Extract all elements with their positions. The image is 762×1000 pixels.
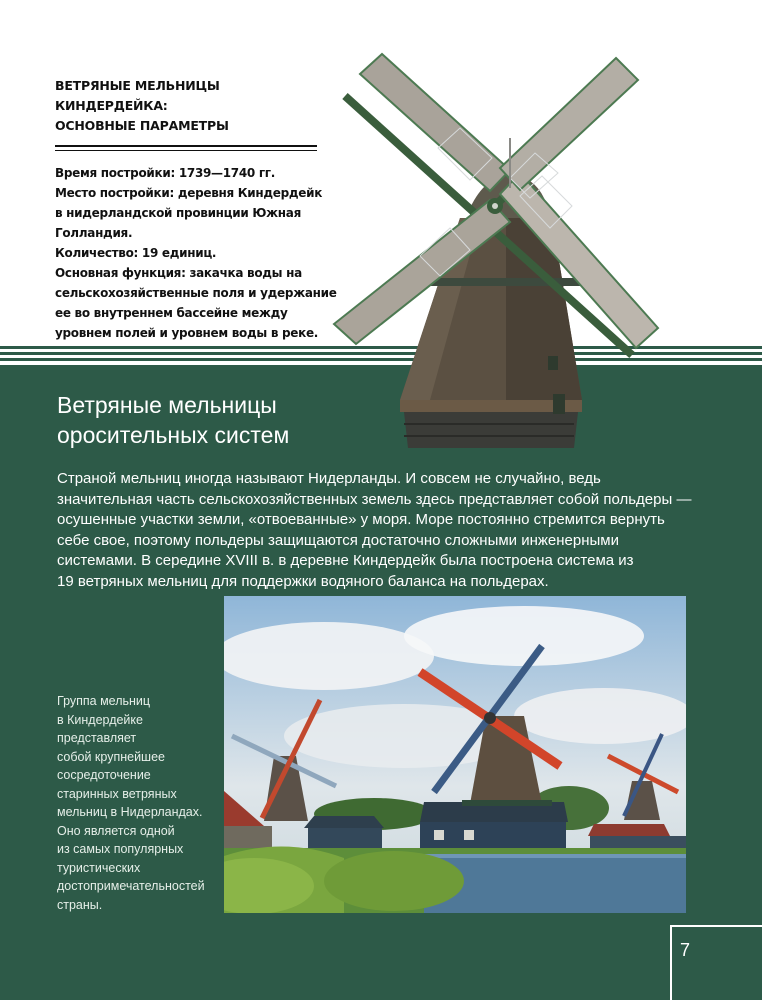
caption-line: собой крупнейшее	[57, 749, 165, 764]
parameters-line: ее во внутреннем бассейне между	[55, 306, 288, 320]
parameters-line: Время постройки: 1739—1740 гг.	[55, 166, 276, 180]
caption-line: представляет	[57, 731, 137, 745]
section-heading	[57, 390, 289, 450]
caption-line: достопримечательностей	[57, 879, 205, 893]
page-number-box	[670, 925, 762, 1000]
caption-line: старинных ветряных	[57, 786, 177, 801]
page-number: 7	[680, 940, 691, 960]
title-rule	[55, 145, 317, 147]
caption-line: мельниц в Нидерландах.	[57, 805, 203, 819]
caption-line: из самых популярных	[57, 842, 184, 856]
parameters-line: Место постройки: деревня Киндердейк	[55, 186, 323, 200]
caption-line: Оно является одной	[57, 823, 175, 838]
parameters-line: сельскохозяйственные поля и удержание	[55, 286, 337, 300]
parameters-line: уровнем полей и уровнем воды в реке.	[55, 326, 319, 340]
paragraph-line: 19 ветряных мельниц для поддержки водяного баланса на польдерах.	[57, 572, 549, 590]
caption-line: сосредоточение	[57, 768, 151, 782]
paragraph-line: себе свое, поэтому польдеры защищаются достаточно сложными инженерными	[57, 531, 619, 549]
section-heading-line: Ветряные мельницы	[57, 392, 277, 418]
caption-line: туристических	[57, 860, 141, 875]
parameters-line: Количество: 19 единиц.	[55, 246, 217, 260]
parameters-title	[55, 76, 317, 136]
parameters-body	[55, 163, 337, 343]
section-heading-line: оросительных систем	[57, 422, 290, 448]
caption-line: Группа мельниц	[57, 694, 151, 708]
parameters-line: Основная функция: закачка воды на	[55, 266, 302, 280]
paragraph-line: осушенные участки земли, «отвоеванные» у моря. Море постоянно стремится вернуть	[57, 511, 665, 528]
parameters-title-line: ВЕТРЯНЫЕ МЕЛЬНИЦЫ КИНДЕРДЕЙКА:	[55, 78, 220, 113]
windmill-illustration	[320, 38, 680, 458]
caption-line: страны.	[57, 897, 103, 912]
photo-caption	[57, 692, 205, 914]
parameters-line: в нидерландской провинции Южная	[55, 206, 301, 220]
paragraph-line: системами. В середине XVIII в. в деревне Киндердейк была построена система из	[57, 552, 634, 569]
parameters-box	[55, 76, 337, 343]
parameters-title-line: ОСНОВНЫЕ ПАРАМЕТРЫ	[55, 118, 229, 133]
windmills-photo	[224, 596, 686, 913]
title-rule-thin	[55, 150, 317, 151]
paragraph-line: значительная часть сельскохозяйственных земель здесь представляет собой польдеры —	[57, 490, 692, 508]
body-paragraph	[57, 469, 717, 592]
paragraph-line: Страной мельниц иногда называют Нидерланды. И совсем не случайно, ведь	[57, 470, 601, 487]
parameters-line: Голландия.	[55, 226, 133, 240]
caption-line: в Киндердейке	[57, 712, 143, 727]
